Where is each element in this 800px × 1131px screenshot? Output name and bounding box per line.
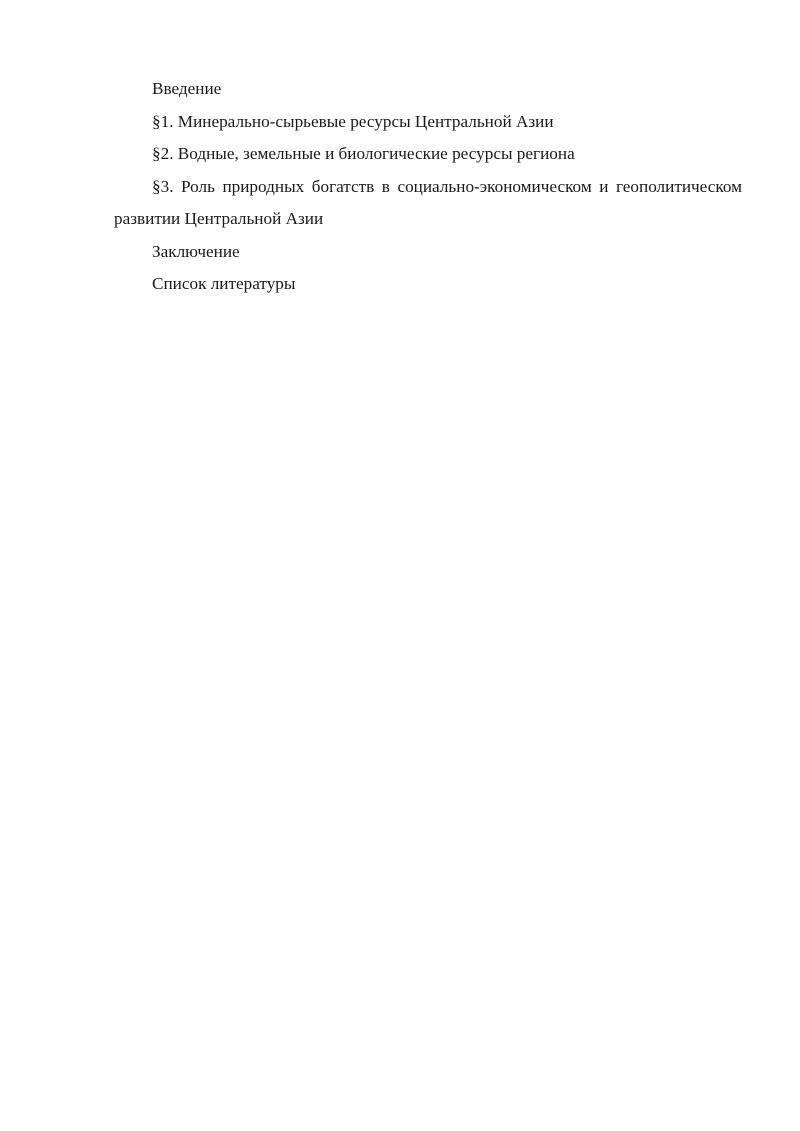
table-of-contents bbox=[114, 73, 742, 301]
toc-item-bibliography: Список литературы bbox=[152, 274, 296, 293]
toc-item-section-3: §3. Роль природных богатств в социально-экономическом и геополитическом развитии Центральной Азии bbox=[114, 176, 742, 228]
toc-item-conclusion: Заключение bbox=[152, 241, 240, 261]
toc-item-section-2: §2. Водные, земельные и биологические ресурсы региона bbox=[152, 144, 575, 163]
toc-item-section-1: §1. Минерально-сырьевые ресурсы Центральной Азии bbox=[152, 111, 554, 131]
toc-item-introduction: Введение bbox=[152, 79, 222, 98]
